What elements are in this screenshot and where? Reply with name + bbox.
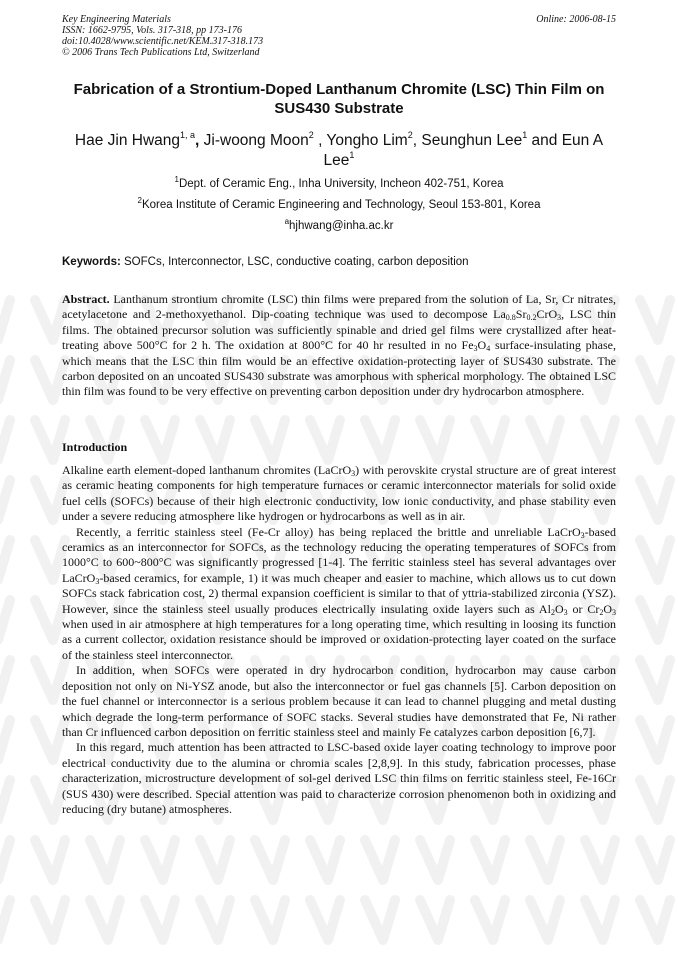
affiliation-mark: 1 [174,175,179,184]
watermark-stroke [35,300,65,340]
watermark-stroke [640,420,670,460]
paragraph-text: -based ceramics, for example, 1) it was much cheaper and easier to machine, which allows us to cut down SOFCs stack fabrication cost, 2) thermal expansion coefficient is similar to that of yttria-stabilized zirconia (YSZ). However, since the stainless steel usually produces electrically insulating oxide layers such as Al [62,570,616,616]
watermark-stroke [420,840,450,880]
subscript: 2 [599,607,604,617]
subscript: 3 [473,344,478,354]
paragraph-text: Alkaline earth element-doped lanthanum chromites (LaCrO [62,463,352,477]
watermark-stroke [0,360,10,400]
author-name: Hae Jin Hwang [74,132,180,149]
author-list: Hae Jin Hwang$^{1, a}$, Ji-woong Moon$^2$ , Yongho Lim$^2$, Seunghun Lee$^1$ and Eun A Lee$^1$ [74,130,604,169]
paper-title: Fabrication of a Strontium-Doped Lanthanum Chromite (LSC) Thin Film on SUS430 Substrate [73,81,605,117]
subscript: 3 [557,313,562,323]
affiliation-email [62,219,616,233]
watermark-stroke [90,840,120,880]
paragraph: In addition, when SOFCs were operated in dry hydrocarbon condition, hydrocarbon may cause carbon deposition not only on Ni-YSZ anode, but also the interconnector or fuel gas channels [5]. Carbon deposition on the fuel channel or interconnector is a serious problem because it can lead to channel plugging and metal dusting which degrade the long-term performance of SOFC stacks. Several studies have demonstrated that Fe, Ni rather than Cr influenced carbon deposition on ferritic stainless steel and mainly Fe catalyzes carbon deposition [6,7]. [62,663,616,739]
watermark-stroke [145,420,175,460]
watermark-stroke [0,720,10,760]
watermark-stroke [640,360,670,400]
abstract-label: Abstract. [62,292,110,306]
watermark-stroke [310,840,340,880]
affiliation-mark: a [284,217,290,226]
watermark-stroke [255,420,285,460]
affiliation-text: Dept. of Ceramic Eng., Inha University, Incheon 402-751, Korea [178,178,504,190]
abstract-text: Sr [515,307,527,322]
keywords-label: Keywords: [62,256,121,268]
watermark-stroke [35,600,65,640]
watermark-stroke [35,660,65,700]
watermark-stroke [0,600,10,640]
watermark-stroke [365,840,395,880]
watermark-stroke [35,720,65,760]
watermark-stroke [200,420,230,460]
watermark-stroke [310,420,340,460]
section-heading-introduction: Introduction [62,440,128,454]
watermark-stroke [0,900,10,940]
watermark-stroke [90,900,120,940]
author-affil-mark: 1, a [180,130,196,140]
abstract [62,292,616,400]
watermark-stroke [530,900,560,940]
abstract-text: O [477,338,487,353]
watermark-stroke [35,360,65,400]
paragraph-text: Recently, a ferritic stainless steel (Fe-Cr alloy) has being replaced the brittle and unreliable LaCrO [76,524,581,539]
watermark-stroke [200,900,230,940]
watermark-stroke [530,420,560,460]
paragraph [62,463,616,525]
author-affil-mark: 1 [349,150,355,160]
subscript: 2 [550,607,555,617]
watermark-stroke [255,840,285,880]
watermark-stroke [35,840,65,880]
watermark-stroke [0,840,10,880]
abstract-text: Lanthanum strontium chromite (LSC) thin films were prepared from the solution of La, Sr, Cr nitrates, acetylacetone and 2-methoxyethanol. Dip-coating technique was used to decompose La [62,292,617,322]
watermark-stroke [420,420,450,460]
watermark-stroke [35,540,65,580]
watermark-stroke [0,540,10,580]
subscript: 3 [563,607,568,617]
subscript: 0.8 [505,313,516,323]
watermark-stroke [145,840,175,880]
watermark-stroke [640,300,670,340]
paragraph [62,525,616,664]
abstract-text: surface-insulating phase, which means that the LSC thin film would be an effective oxidation-protecting layer of SUS430 substrate. The carbon deposited on an uncoated SUS430 substrate was amorphous with spherical morphology. The obtained LSC thin film was found to be very effective on preventing carbon deposition under dry hydrocarbon atmosphere. [62,338,616,399]
email-text[interactable]: hjhwang@inha.ac.kr [289,220,394,232]
watermark-stroke [35,900,65,940]
keywords-text: SOFCs, Interconnector, LSC, conductive coating, carbon deposition [124,256,469,268]
watermark-stroke [585,900,615,940]
watermark-stroke [365,900,395,940]
watermark-stroke [200,840,230,880]
subscript: 3 [351,469,356,478]
watermark-stroke [0,420,10,460]
watermark-stroke [475,420,505,460]
subscript: 3 [580,530,585,540]
paragraph-text: O [603,601,613,616]
paragraph-text: -based ceramics as an interconnector for SOFCs, as the technology reducing the operating temperatures of SOFCs from 1000°C to 600~800°C was significantly progressed [1-4]. The ferritic stainless steel has several advantages over LaCrO [62,524,616,585]
journal-name: Key Engineering Materials [62,14,171,25]
watermark-stroke [640,780,670,820]
watermark-stroke [365,420,395,460]
watermark-stroke [255,900,285,940]
watermark-stroke [475,840,505,880]
watermark-stroke [640,900,670,940]
subscript: 0.2 [526,313,537,323]
abstract-text: , LSC thin films. The obtained precursor solution was sufficiently spinable and dried gel films were crystallized after heat-treating above 500°C for 2 h. The oxidation at 800°C for 40 hr resulted in no Fe [62,307,616,353]
watermark-stroke [0,300,10,340]
abstract-text: CrO [536,307,558,322]
introduction-body [62,463,616,817]
paragraph-text: O [554,601,564,616]
watermark-stroke [530,840,560,880]
watermark-stroke [35,780,65,820]
paragraph-text: when used in air atmosphere at high temperatures for a long operating time, which resulting in loosing its function as a current collector, oxidation resistance should be improved or oxidation-protecting layer coated on the surface of the stainless steel interconnector. [62,617,616,662]
affiliation-text: Korea Institute of Ceramic Engineering and Technology, Seoul 153-801, Korea [141,199,541,211]
copyright-line: © 2006 Trans Tech Publications Ltd, Switzerland [62,47,260,58]
author-name: Eun A Lee [323,132,604,169]
watermark-stroke [640,660,670,700]
watermark-stroke [640,840,670,880]
subscript: 3 [612,607,617,617]
online-date: Online: 2006-08-15 [536,14,616,25]
issn-line: ISSN: 1662-9795, Vols. 317-318, pp 173-176 [62,25,242,36]
author-affil-mark: 2 [407,130,413,140]
watermark-stroke [475,900,505,940]
affiliation-1 [62,177,616,191]
journal-header [62,14,263,58]
author-name: Ji-woong Moon [203,132,309,149]
paragraph-text: or Cr [567,601,600,616]
author-name: Seunghun Lee [421,132,523,149]
watermark-stroke [0,660,10,700]
watermark-stroke [35,480,65,520]
affiliation-2 [62,198,616,212]
watermark-stroke [585,840,615,880]
watermark-stroke [640,480,670,520]
author-affil-mark: 2 [308,130,314,140]
watermark-stroke [310,900,340,940]
watermark-stroke [640,540,670,580]
doi-line: doi:10.4028/www.scientific.net/KEM.317-318.173 [62,36,264,47]
keywords [62,255,616,269]
watermark-stroke [640,600,670,640]
watermark-stroke [145,900,175,940]
watermark-stroke [640,720,670,760]
subscript: 4 [486,344,491,354]
watermark-stroke [0,480,10,520]
watermark-stroke [35,420,65,460]
watermark-stroke [420,900,450,940]
author-affil-mark: 1 [522,130,528,140]
affiliation-mark: 2 [137,196,142,205]
paragraph-text: ) with perovskite crystal structure are of great interest as ceramic heating components for high temperature furnaces or ceramic interconnector materials for solid oxide fuel cells (SOFCs) because of their high electronic conductivity, low ionic conductivity, and phase stability even under a severe reducing atmosphere like hydrogen or hydrocarbons as well as in air. [62,463,616,524]
subscript: 3 [95,576,100,586]
paragraph: In this regard, much attention has been attracted to LSC-based oxide layer coating technology to improve poor electrical conductivity due to the alumina or chromia scales [2,8,9]. In this study, fabrication processes, phase characterization, microstructure development of sol-gel derived LSC thin films on ferritic stainless steel, Fe-16Cr (SUS 430) were described. Special attention was paid to characterize corrosion phenomenon both in oxidizing and reducing (dry butane) atmospheres. [62,740,616,816]
watermark-stroke [0,780,10,820]
watermark-stroke [585,420,615,460]
author-name: Yongho Lim [326,132,408,149]
